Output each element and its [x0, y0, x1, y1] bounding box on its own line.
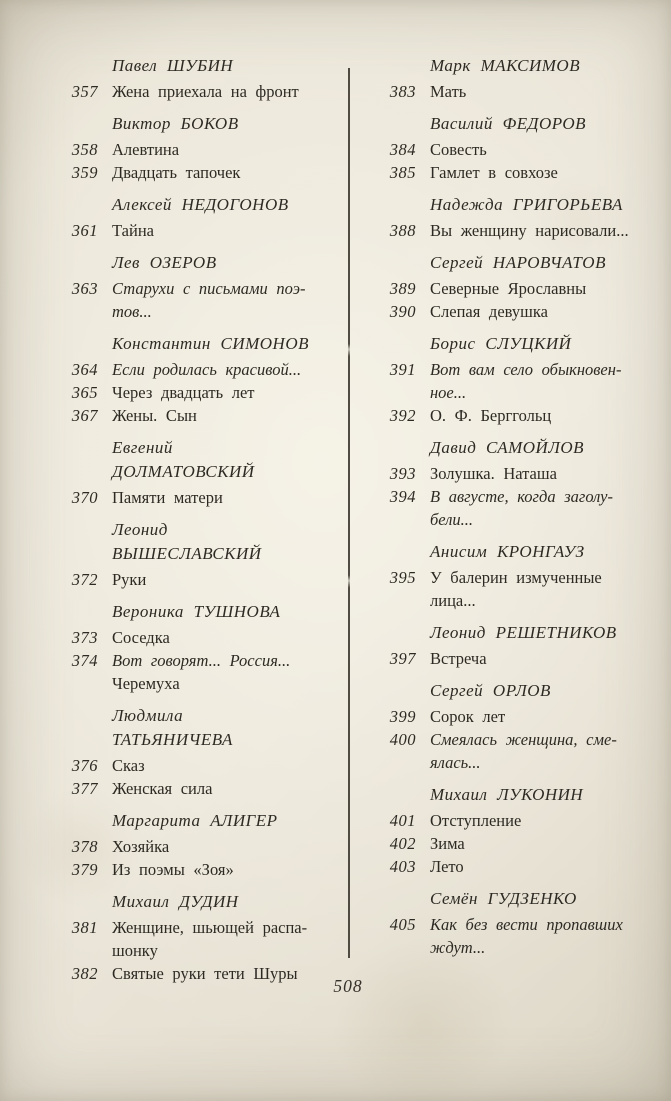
toc-section	[58, 890, 338, 985]
entry-title	[430, 809, 660, 832]
entry-title-line: Тайна	[112, 221, 154, 240]
author-heading: Марк МАКСИМОВ	[430, 56, 581, 75]
toc-entry	[58, 962, 338, 985]
entry-title-line: Через двадцать лет	[112, 383, 255, 402]
entry-title	[112, 277, 338, 323]
toc-section	[58, 704, 338, 800]
entry-title-line: У балерин измученные	[430, 568, 602, 587]
author-heading: Давид САМОЙЛОВ	[430, 438, 585, 457]
entry-page-number: 405	[389, 915, 416, 934]
author-heading: Лев ОЗЕРОВ	[112, 253, 217, 272]
column-divider-rule	[348, 68, 350, 958]
entry-page-number: 358	[71, 140, 98, 159]
entry-title	[112, 80, 338, 103]
entry-title-line: Зима	[430, 834, 465, 853]
author-heading: Сергей ОРЛОВ	[430, 681, 551, 700]
entry-title-line: Руки	[112, 570, 147, 589]
entry-title-line: Двадцать тапочек	[112, 163, 241, 182]
toc-entry	[58, 277, 338, 323]
toc-entry	[58, 404, 338, 427]
entry-title-line: Старухи с письмами поэ-	[112, 279, 306, 298]
entry-title	[112, 219, 338, 242]
entry-title	[430, 855, 660, 878]
entry-page-number: 389	[389, 279, 416, 298]
entry-title	[430, 705, 660, 728]
entry-page-number: 383	[389, 82, 416, 101]
entry-title-line: Как без вести пропавших	[430, 915, 623, 934]
toc-entry	[376, 277, 660, 300]
entry-title-line: Женская сила	[112, 779, 213, 798]
toc-column-left	[58, 54, 338, 985]
entry-title	[430, 404, 660, 427]
entry-page-number: 357	[71, 82, 98, 101]
entry-title	[112, 404, 338, 427]
entry-page-number: 379	[71, 860, 98, 879]
entry-page-number: 395	[389, 568, 416, 587]
entry-title	[112, 777, 338, 800]
entry-title-line: Алевтина	[112, 140, 180, 159]
toc-entry	[376, 647, 660, 670]
toc-section	[376, 193, 660, 242]
entry-title-line: Если родилась красивой...	[112, 360, 302, 379]
toc-entry	[376, 138, 660, 161]
toc-section	[376, 783, 660, 878]
entry-title	[430, 913, 660, 959]
entry-page-number: 399	[389, 707, 416, 726]
toc-section	[376, 436, 660, 531]
entry-title-line: ждут...	[430, 938, 486, 957]
entry-title	[430, 485, 660, 531]
toc-section	[376, 251, 660, 323]
toc-entry	[376, 809, 660, 832]
entry-title	[112, 962, 338, 985]
entry-title	[430, 566, 660, 612]
toc-entry	[58, 381, 338, 404]
toc-section	[376, 621, 660, 670]
toc-entry	[376, 219, 660, 242]
author-heading: Михаил ЛУКОНИН	[430, 785, 584, 804]
entry-page-number: 359	[71, 163, 98, 182]
toc-entry	[376, 485, 660, 531]
entry-title	[112, 835, 338, 858]
entry-page-number: 392	[389, 406, 416, 425]
toc-entry	[376, 358, 660, 404]
entry-page-number: 364	[71, 360, 98, 379]
entry-page-number: 374	[71, 651, 98, 670]
toc-entry	[376, 462, 660, 485]
toc-section	[58, 600, 338, 695]
toc-entry	[58, 161, 338, 184]
entry-page-number: 394	[389, 487, 416, 506]
entry-title	[112, 138, 338, 161]
author-heading: Анисим КРОНГАУЗ	[430, 542, 585, 561]
entry-title	[112, 916, 338, 962]
entry-page-number: 402	[389, 834, 416, 853]
toc-section	[58, 54, 338, 103]
toc-section	[58, 332, 338, 427]
entry-title	[430, 219, 660, 242]
entry-title	[112, 649, 338, 695]
entry-title-line: Из поэмы «Зоя»	[112, 860, 234, 879]
entry-title-line: Жена приехала на фронт	[112, 82, 299, 101]
toc-entry	[58, 486, 338, 509]
entry-title-line: ное...	[430, 383, 467, 402]
entry-title-line: Слепая девушка	[430, 302, 548, 321]
author-heading: Надежда ГРИГОРЬЕВА	[430, 195, 623, 214]
toc-entry	[58, 568, 338, 591]
author-heading: Евгений ДОЛМАТОВСКИЙ	[112, 438, 255, 481]
toc-entry	[58, 649, 338, 695]
author-heading: Борис СЛУЦКИЙ	[430, 334, 572, 353]
entry-title-line: Святые руки тети Шуры	[112, 964, 298, 983]
toc-entry	[58, 858, 338, 881]
toc-entry	[58, 138, 338, 161]
entry-page-number: 365	[71, 383, 98, 402]
entry-title-line: бели...	[430, 510, 474, 529]
toc-entry	[58, 219, 338, 242]
author-heading: Вероника ТУШНОВА	[112, 602, 281, 621]
entry-title-line: Черемуха	[112, 674, 180, 693]
author-heading: Алексей НЕДОГОНОВ	[112, 195, 289, 214]
toc-section	[376, 887, 660, 959]
author-heading: Павел ШУБИН	[112, 56, 234, 75]
author-heading: Виктор БОКОВ	[112, 114, 239, 133]
entry-page-number: 372	[71, 570, 98, 589]
entry-page-number: 385	[389, 163, 416, 182]
toc-entry	[58, 358, 338, 381]
entry-title-line: Вот вам село обыкновен-	[430, 360, 622, 379]
entry-title	[430, 728, 660, 774]
entry-title-line: Встреча	[430, 649, 487, 668]
entry-title-line: О. Ф. Берггольц	[430, 406, 552, 425]
entry-title-line: Смеялась женщина, сме-	[430, 730, 617, 749]
author-heading: Сергей НАРОВЧАТОВ	[430, 253, 606, 272]
entry-title-line: Гамлет в совхозе	[430, 163, 558, 182]
entry-title	[112, 486, 338, 509]
toc-entry	[376, 300, 660, 323]
entry-title	[112, 858, 338, 881]
toc-section	[376, 332, 660, 427]
toc-section	[58, 809, 338, 881]
toc-entry	[58, 80, 338, 103]
entry-title	[112, 754, 338, 777]
toc-entry	[58, 626, 338, 649]
entry-page-number: 370	[71, 488, 98, 507]
toc-section	[58, 436, 338, 509]
entry-title-line: Жены. Сын	[112, 406, 197, 425]
entry-page-number: 381	[71, 918, 98, 937]
toc-entry	[58, 777, 338, 800]
entry-page-number: 361	[71, 221, 98, 240]
author-heading: Леонид ВЫШЕСЛАВСКИЙ	[112, 520, 262, 563]
entry-title	[430, 462, 660, 485]
entry-title	[112, 568, 338, 591]
toc-section	[376, 679, 660, 774]
author-heading: Михаил ДУДИН	[112, 892, 239, 911]
entry-page-number: 401	[389, 811, 416, 830]
toc-section	[58, 193, 338, 242]
entry-page-number: 388	[389, 221, 416, 240]
author-heading: Семён ГУДЗЕНКО	[430, 889, 577, 908]
entry-title-line: Северные Ярославны	[430, 279, 587, 298]
entry-page-number: 400	[389, 730, 416, 749]
entry-title-line: тов...	[112, 302, 152, 321]
entry-page-number: 373	[71, 628, 98, 647]
entry-title	[112, 381, 338, 404]
entry-title-line: Золушка. Наташа	[430, 464, 557, 483]
toc-entry	[376, 855, 660, 878]
entry-title-line: Сказ	[112, 756, 145, 775]
entry-title	[430, 277, 660, 300]
entry-title-line: Женщине, шьющей распа-	[112, 918, 308, 937]
toc-entry	[58, 835, 338, 858]
entry-page-number: 393	[389, 464, 416, 483]
author-heading: Василий ФЕДОРОВ	[430, 114, 587, 133]
entry-title-line: шонку	[112, 941, 158, 960]
entry-page-number: 378	[71, 837, 98, 856]
page-number: 508	[333, 976, 363, 996]
entry-page-number: 384	[389, 140, 416, 159]
entry-title-line: Отступление	[430, 811, 522, 830]
entry-page-number: 367	[71, 406, 98, 425]
entry-title	[430, 358, 660, 404]
toc-entry	[376, 728, 660, 774]
entry-title	[112, 358, 338, 381]
entry-title	[430, 80, 660, 103]
entry-page-number: 363	[71, 279, 98, 298]
entry-title-line: лица...	[430, 591, 476, 610]
toc-section	[376, 54, 660, 103]
entry-title-line: Сорок лет	[430, 707, 506, 726]
entry-title-line: Вот говорят... Россия...	[112, 651, 291, 670]
entry-title-line: Хозяйка	[112, 837, 170, 856]
toc-section	[58, 112, 338, 184]
entry-title-line: Памяти матери	[112, 488, 223, 507]
entry-title-line: Мать	[430, 82, 467, 101]
author-heading: Константин СИМОНОВ	[112, 334, 309, 353]
entry-title	[430, 300, 660, 323]
entry-page-number: 403	[389, 857, 416, 876]
toc-section	[376, 540, 660, 612]
entry-page-number: 376	[71, 756, 98, 775]
entry-title-line: Совесть	[430, 140, 487, 159]
toc-section	[58, 518, 338, 591]
toc-entry	[376, 913, 660, 959]
entry-title-line: Соседка	[112, 628, 170, 647]
entry-page-number: 397	[389, 649, 416, 668]
entry-title	[430, 832, 660, 855]
toc-entry	[376, 832, 660, 855]
author-heading: Леонид РЕШЕТНИКОВ	[430, 623, 617, 642]
entry-title	[430, 161, 660, 184]
toc-entry	[376, 80, 660, 103]
author-heading: Маргарита АЛИГЕР	[112, 811, 278, 830]
entry-title-line: Лето	[430, 857, 464, 876]
toc-entry	[58, 916, 338, 962]
toc-column-right	[376, 54, 660, 959]
entry-title	[112, 161, 338, 184]
toc-entry	[58, 754, 338, 777]
toc-entry	[376, 404, 660, 427]
entry-page-number: 390	[389, 302, 416, 321]
entry-page-number: 391	[389, 360, 416, 379]
toc-entry	[376, 566, 660, 612]
entry-page-number: 377	[71, 779, 98, 798]
entry-title	[430, 647, 660, 670]
entry-page-number: 382	[71, 964, 98, 983]
toc-section	[58, 251, 338, 323]
entry-title-line: В августе, когда заголу-	[430, 487, 613, 506]
toc-entry	[376, 705, 660, 728]
entry-title-line: ялась...	[430, 753, 481, 772]
toc-section	[376, 112, 660, 184]
author-heading: Людмила ТАТЬЯНИЧЕВА	[112, 706, 233, 749]
entry-title	[430, 138, 660, 161]
entry-title	[112, 626, 338, 649]
toc-entry	[376, 161, 660, 184]
entry-title-line: Вы женщину нарисовали...	[430, 221, 629, 240]
